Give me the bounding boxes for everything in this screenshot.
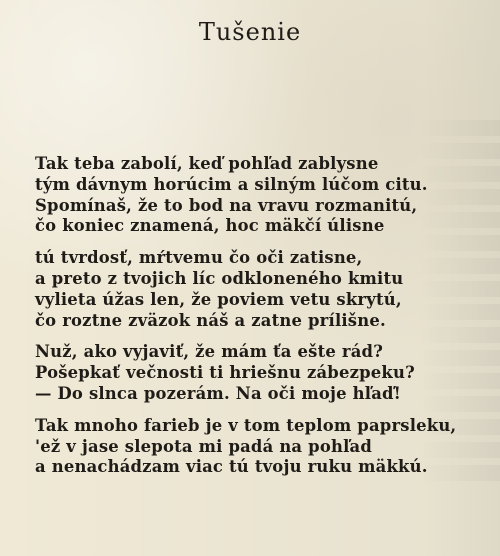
poem-line: Spomínaš, že to bod na vravu rozmanitú, (35, 195, 418, 215)
poem-line: Pošepkať večnosti ti hriešnu zábezpeku? (35, 363, 415, 383)
stanza-1 (35, 154, 465, 237)
poem-line: Tak teba zabolí, keď pohľad zablysne (35, 154, 379, 173)
poem-line: 'ež v jase slepota mi padá na pohľad (35, 436, 372, 456)
stanza-3 (35, 342, 465, 404)
stanza-2 (35, 248, 465, 331)
poem-line: tým dávnym horúcim a silným lúčom citu. (35, 174, 428, 194)
poem-line: tú tvrdosť, mŕtvemu čo oči zatisne, (35, 248, 363, 268)
poem-line: a nenachádzam viac tú tvoju ruku mäkkú. (35, 457, 428, 477)
poem-body (35, 154, 465, 489)
poem-line: Tak mnoho farieb je v tom teplom paprsleku, (35, 415, 457, 435)
stanza-4 (35, 416, 465, 478)
poem-line: vylieta úžas len, že poviem vetu skrytú, (35, 289, 402, 309)
poem-line: a preto z tvojich líc odkloneného kmitu (35, 268, 404, 288)
poem-title: Tušenie (198, 18, 302, 46)
poem-line: — Do slnca pozerám. Na oči moje hľaď! (35, 383, 402, 403)
poem-line: čo roztne zväzok náš a zatne prílišne. (35, 310, 386, 330)
poem-line: Nuž, ako vyjaviť, že mám ťa ešte rád? (35, 342, 384, 362)
poem-line: čo koniec znamená, hoc mäkčí úlisne (35, 216, 385, 236)
